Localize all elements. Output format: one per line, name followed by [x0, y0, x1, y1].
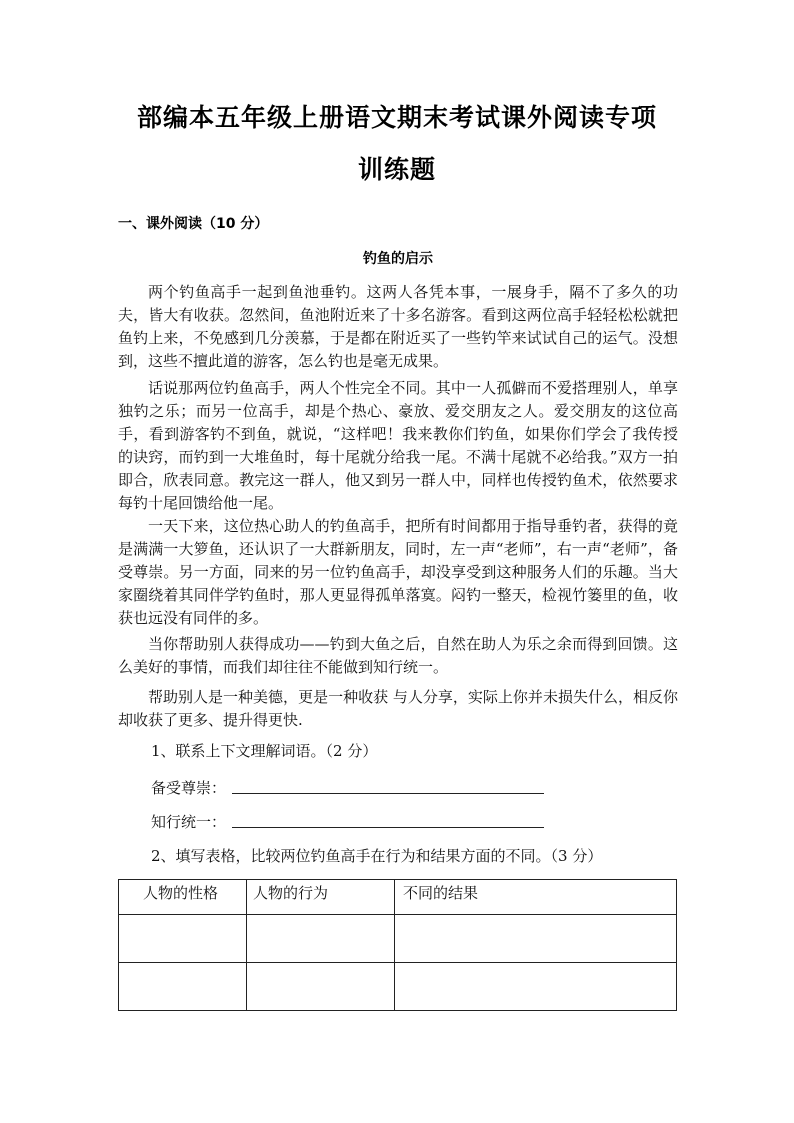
- document-title-line-1: 部编本五年级上册语文期末考试课外阅读专项: [136, 103, 657, 132]
- section-heading: 一、课外阅读（10 分）: [118, 216, 269, 232]
- document-title-line-2: 训练题: [357, 155, 436, 184]
- table-cell-blank[interactable]: [395, 963, 677, 1011]
- question-2: 2、填写表格，比较两位钓鱼高手在行为和结果方面的不同。（3 分）: [151, 847, 603, 865]
- passage-title: 钓鱼的启示: [363, 251, 433, 267]
- passage-paragraph-2: 话说那两位钓鱼高手，两人个性完全不同。其中一人孤僻而不爱搭理别人，单享独钓之乐；而另一位高手，却是个热心、豪放、爱交朋友之人。爱交朋友的这位高手，看到游客钓不到鱼，就说，“这样吧！我来教你们钓鱼，如果你们学会了我传授的诀窍，而钓到一大堆鱼时，每十尾就分给我一尾。不满十尾就不必给我。”双方一拍即合，欣表同意。教完这一群人，他又到另一群人中，同样也传授钓鱼术，依然要求每钓十尾回馈给他一尾。: [118, 379, 678, 512]
- passage-paragraph-3: 一天下来，这位热心助人的钓鱼高手，把所有时间都用于指导垂钓者，获得的竟是满满一大箩鱼，还认识了一大群新朋友，同时，左一声“老师”，右一声“老师”，备受尊崇。另一方面，同来的另一位钓鱼高手，却没享受到这种服务人们的乐趣。当大家圈绕着其同伴学钓鱼时，那人更显得孤单落寞。闷钓一整天，检视竹篓里的鱼，收获也远没有同伴的多。: [118, 517, 678, 627]
- passage-paragraph-5: 帮助别人是一种美德，更是一种收获 与人分享，实际上你并未损失什么，相反你却收获了更多、提升得更快.: [118, 688, 678, 729]
- passage-paragraph-4: 当你帮助别人获得成功——钓到大鱼之后，自然在助人为乐之余而得到回馈。这么美好的事情，而我们却往往不能做到知行统一。: [118, 635, 678, 676]
- table-header-row: [119, 880, 677, 915]
- comparison-table: [118, 879, 677, 1011]
- table-row: [119, 963, 677, 1011]
- table-row: [119, 915, 677, 963]
- table-cell-blank[interactable]: [119, 963, 247, 1011]
- question-1: 1、联系上下文理解词语。（2 分）: [151, 742, 378, 760]
- table-header-cell: 人物的性格: [119, 880, 247, 915]
- table-header-cell: 不同的结果: [395, 880, 677, 915]
- table-cell-blank[interactable]: [247, 915, 395, 963]
- table-header-cell: 人物的行为: [247, 880, 395, 915]
- answer-blank-1[interactable]: [232, 793, 544, 794]
- table-cell-blank[interactable]: [395, 915, 677, 963]
- answer-blank-2[interactable]: [232, 827, 544, 828]
- table-cell-blank[interactable]: [247, 963, 395, 1011]
- passage-paragraph-1: 两个钓鱼高手一起到鱼池垂钓。这两人各凭本事，一展身手，隔不了多久的功夫，皆大有收获。忽然间，鱼池附近来了十多名游客。看到这两位高手轻轻松松就把鱼钓上来，不免感到几分羡慕，于是都在附近买了一些钓竿来试试自己的运气。没想到，这些不擅此道的游客，怎么钓也是毫无成果。: [118, 283, 678, 370]
- table-cell-blank[interactable]: [119, 915, 247, 963]
- fill-label-2: 知行统一：: [151, 813, 227, 831]
- fill-label-1: 备受尊崇：: [151, 779, 227, 797]
